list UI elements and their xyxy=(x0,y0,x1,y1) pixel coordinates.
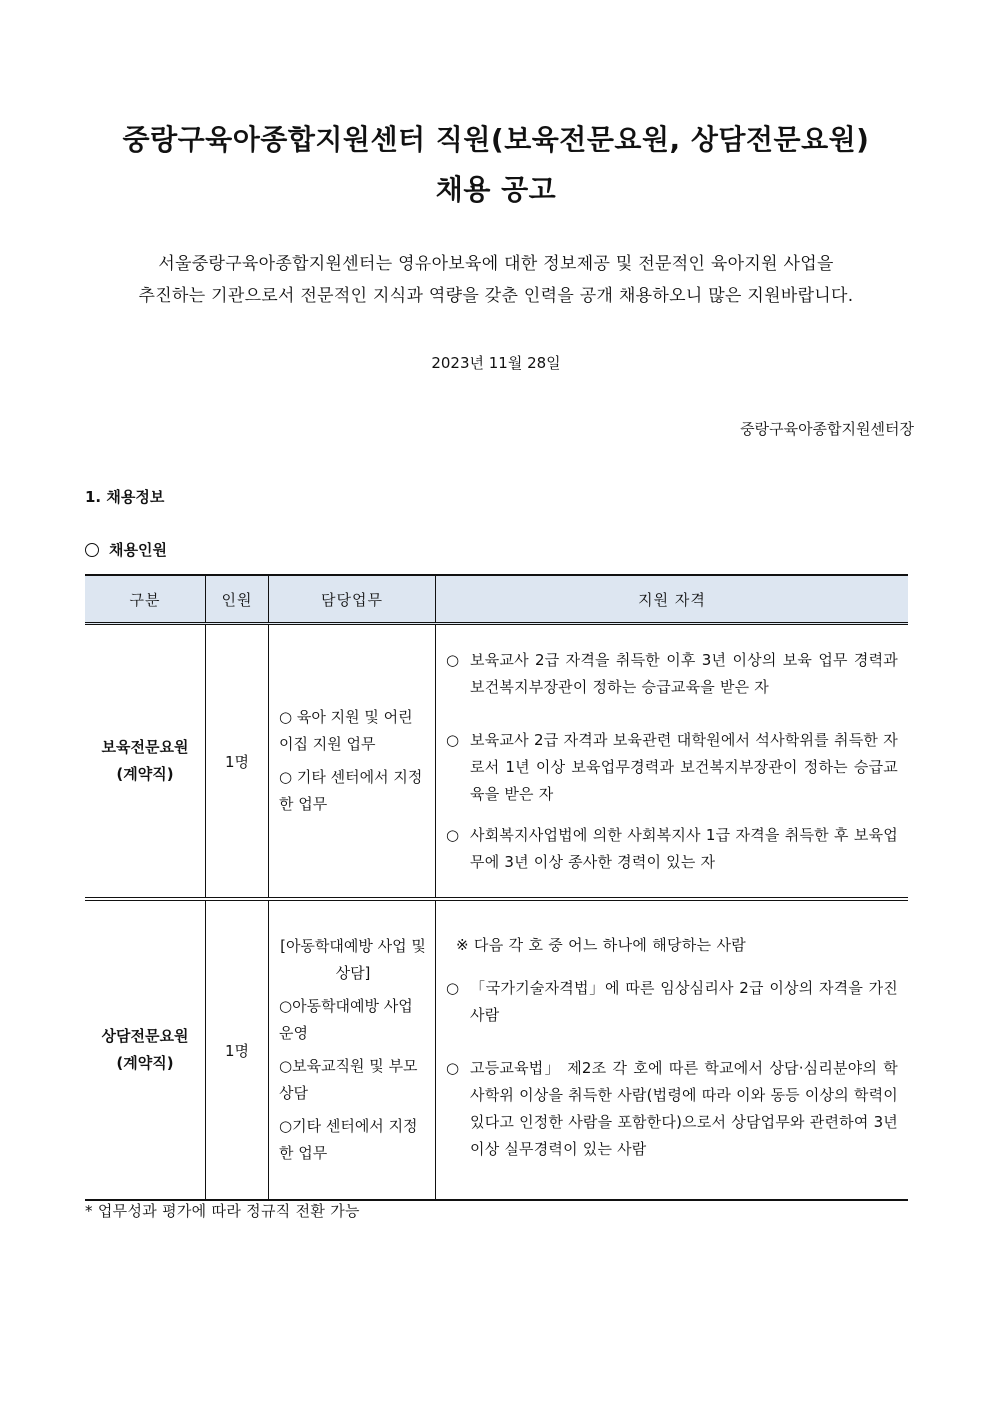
duty-heading: [아동학대예방 사업 및 상담] xyxy=(280,937,426,982)
circle-bullet-icon: ○ xyxy=(446,978,460,997)
qualification-text: 고등교육법」 제2조 각 호에 따른 학교에서 상담·심리분야의 학사학위 이상을 취득한 사람(법령에 따라 이와 동등 이상의 학력이 있다고 인정한 사람을 포함한다)으로서 상담업무와 관련하여 3년 이상 실무경력이 있는 사람 xyxy=(470,1058,898,1158)
qualification-item xyxy=(446,647,898,701)
circle-bullet-icon: ○ xyxy=(446,650,460,669)
circle-bullet-icon: ○ xyxy=(446,730,460,749)
qualification-item xyxy=(446,1055,898,1163)
qualification-item xyxy=(446,727,898,808)
header-category: 구분 xyxy=(85,575,206,624)
qualification-note: ※ 다음 각 호 중 어느 하나에 해당하는 사람 xyxy=(456,935,747,954)
qualification-text: 사회복지사업법에 의한 사회복지사 1급 자격을 취득한 후 보육업무에 3년 이상 종사한 경력이 있는 자 xyxy=(470,825,898,871)
duty-item: ○아동학대예방 사업 운영 xyxy=(279,997,413,1042)
page-title-line2: 채용 공고 xyxy=(435,173,557,206)
duties-cell xyxy=(269,899,436,1200)
table-header-row xyxy=(85,575,908,624)
category-name: 보육전문요원 xyxy=(101,738,189,756)
duty-item: ○기타 센터에서 지정한 업무 xyxy=(279,1117,418,1162)
page-title-line1: 중랑구육아종합지원센터 직원(보육전문요원, 상담전문요원) xyxy=(122,123,870,156)
category-name: 상담전문요원 xyxy=(101,1027,189,1045)
circle-bullet-icon: ○ xyxy=(446,1058,460,1077)
announcement-date: 2023년 11월 28일 xyxy=(431,354,561,372)
qualification-item xyxy=(446,822,898,876)
subsection-heading xyxy=(85,539,167,560)
qualification-text: 보육교사 2급 자격과 보육관련 대학원에서 석사학위를 취득한 자로서 1년 이상 보육업무경력과 보건복지부장관이 정하는 승급교육을 받은 자 xyxy=(470,730,898,803)
category-type: (계약직) xyxy=(116,765,174,783)
duty-item: ○ 기타 센터에서 지정한 업무 xyxy=(279,768,423,813)
category-cell xyxy=(85,899,206,1200)
header-count: 인원 xyxy=(206,575,269,624)
intro-line1: 서울중랑구육아종합지원센터는 영유아보육에 대한 정보제공 및 전문적인 육아지원 사업을 xyxy=(158,254,834,274)
circle-bullet-icon xyxy=(85,543,99,557)
footnote: * 업무성과 평가에 따라 정규직 전환 가능 xyxy=(85,1202,360,1220)
category-cell xyxy=(85,624,206,900)
qualifications-cell xyxy=(436,899,909,1200)
circle-bullet-icon: ○ xyxy=(446,825,460,844)
duty-item: ○보육교직원 및 부모 상담 xyxy=(279,1057,418,1102)
intro-line2: 추진하는 기관으로서 전문적인 지식과 역량을 갖춘 인력을 공개 채용하오니 많은 지원바랍니다. xyxy=(138,286,854,306)
qualifications-cell xyxy=(436,624,909,900)
section-heading: 1. 채용정보 xyxy=(85,488,165,506)
subsection-label: 채용인원 xyxy=(109,541,167,559)
category-type: (계약직) xyxy=(116,1054,174,1072)
duty-item: ○ 육아 지원 및 어린이집 지원 업무 xyxy=(279,708,413,753)
recruitment-table xyxy=(85,574,908,1201)
signer: 중랑구육아종합지원센터장 xyxy=(740,420,914,438)
qualification-item xyxy=(446,975,898,1029)
duties-cell xyxy=(269,624,436,900)
qualification-text: 보육교사 2급 자격을 취득한 이후 3년 이상의 보육 업무 경력과 보건복지부장관이 정하는 승급교육을 받은 자 xyxy=(470,650,898,696)
table-row xyxy=(85,624,908,900)
count-cell: 1명 xyxy=(206,899,269,1200)
header-duties: 담당업무 xyxy=(269,575,436,624)
header-qualifications: 지원 자격 xyxy=(436,575,909,624)
qualification-text: 「국가기술자격법」에 따른 임상심리사 2급 이상의 자격을 가진 사람 xyxy=(470,978,898,1024)
table-row xyxy=(85,899,908,1200)
count-cell: 1명 xyxy=(206,624,269,900)
